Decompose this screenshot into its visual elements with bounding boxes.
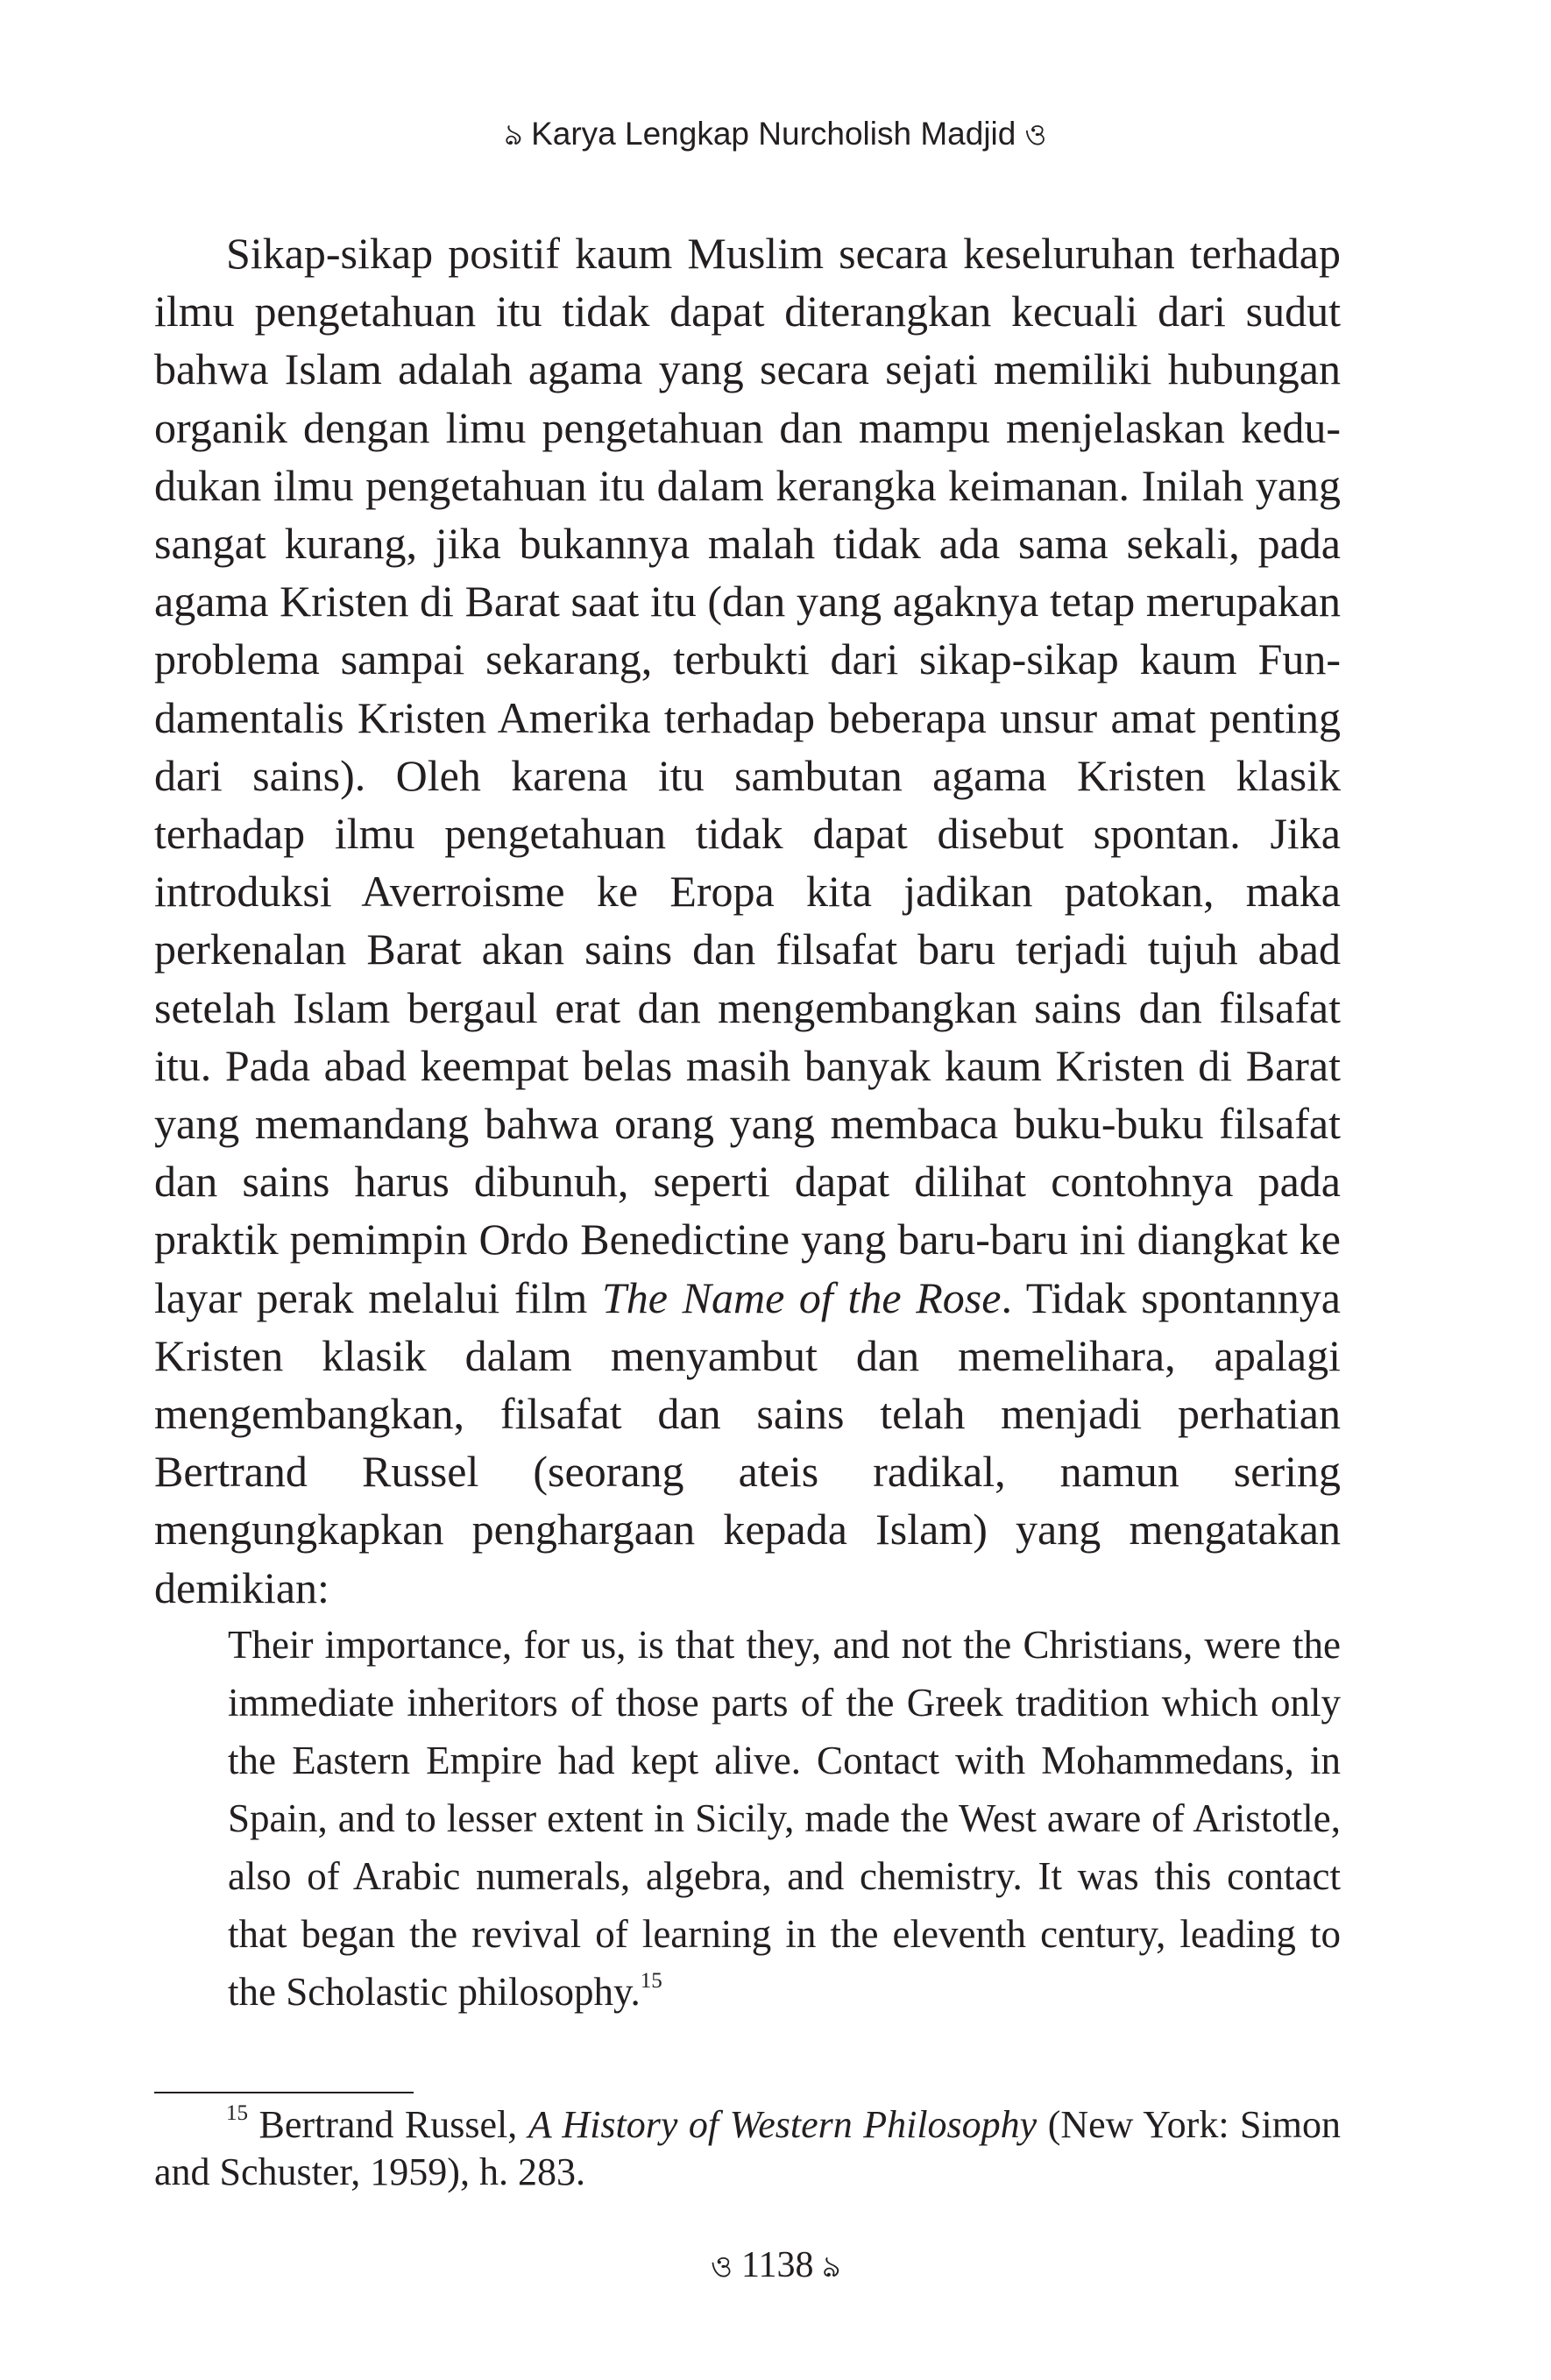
running-header [0, 112, 1551, 157]
quote-text: Their importance, for us, is that they, and not the Christians, were the immediate inheritors of those parts of the Greek tradition which only the Eastern Empire had kept alive. Contact with Mohammedans, in Spain, and to lesser extent in Sicily, made the West aware of Aristotle, also of Arabic numerals, algebra, and chemistry. It was this contact that began the revival of learning in the eleventh century, leading to the Scholastic philosophy. [228, 1623, 1341, 2014]
footnote-number: 15 [226, 2101, 248, 2125]
footnote [154, 2101, 1341, 2196]
ornament-left-icon: ঌ [504, 117, 523, 152]
footnote-reference[interactable]: 15 [640, 1969, 662, 1993]
body-text-after-title: . Tidak spontannya Kristen klasik dalam menyambut dan memelihara, apalagi mengembangkan, filsafat dan sains telah menjadi perhatian Bertrand Russel (seorang ateis radikal, namun sering mengungkapkan penghargaan kepada Islam) yang mengatakan demikian: [154, 1272, 1341, 1612]
page-number [0, 2242, 1551, 2291]
body-text-before-title: Sikap-sikap positif kaum Muslim secara keseluruhan terhadap ilmu pengetahuan itu tidak dapat diterangkan kecuali dari sudut bahwa Islam adalah agama yang secara sejati memiliki hubungan organik dengan limu pengetahuan dan mampu menjelaskan kedudukan ilmu pengetahuan itu dalam kerangka keimanan. Inilah yang sangat kurang, jika bukannya malah tidak ada sama sekali, pada agama Kristen di Barat saat itu (dan yang agaknya tetap merupakan problema sampai sekarang, terbukti dari sikap-sikap kaum Fundamentalis Kristen Amerika terhadap beberapa unsur amat penting dari sains). Oleh karena itu sambutan agama Kristen klasik terhadap ilmu pengetahuan tidak dapat disebut spontan. Jika introduksi Averroisme ke Eropa kita jadikan patokan, maka perkenalan Barat akan sains dan filsafat baru terjadi tujuh abad setelah Islam bergaul erat dan mengembangkan sains dan filsafat itu. Pada abad keempat belas masih banyak kaum Kristen di Barat yang memandang bahwa orang yang membaca buku-buku filsafat dan sains harus dibunuh, seperti dapat dilihat contohnya pada praktik pemimpin Ordo Benedictine yang baru-baru ini diangkat ke layar perak melalui film [154, 229, 1341, 1322]
ornament-right-icon: ও [1024, 117, 1047, 152]
body-paragraph [154, 224, 1341, 1617]
header-title: Karya Lengkap Nurcholish Madjid [531, 116, 1016, 152]
footnote-book-title: A History of Western Philosophy [528, 2103, 1038, 2146]
ornament-left-icon: ও [711, 2249, 733, 2284]
footnote-publication: (New York: Simon and Schuster, 1959), h. 283. [154, 2103, 1341, 2193]
film-title: The Name of the Rose [601, 1272, 1002, 1322]
page-number-value: 1138 [741, 2245, 814, 2285]
ornament-right-icon: ঌ [822, 2249, 840, 2284]
footnote-author: Bertrand Russel, [248, 2103, 528, 2146]
footnote-divider [154, 2092, 414, 2093]
block-quote [228, 1616, 1341, 2021]
